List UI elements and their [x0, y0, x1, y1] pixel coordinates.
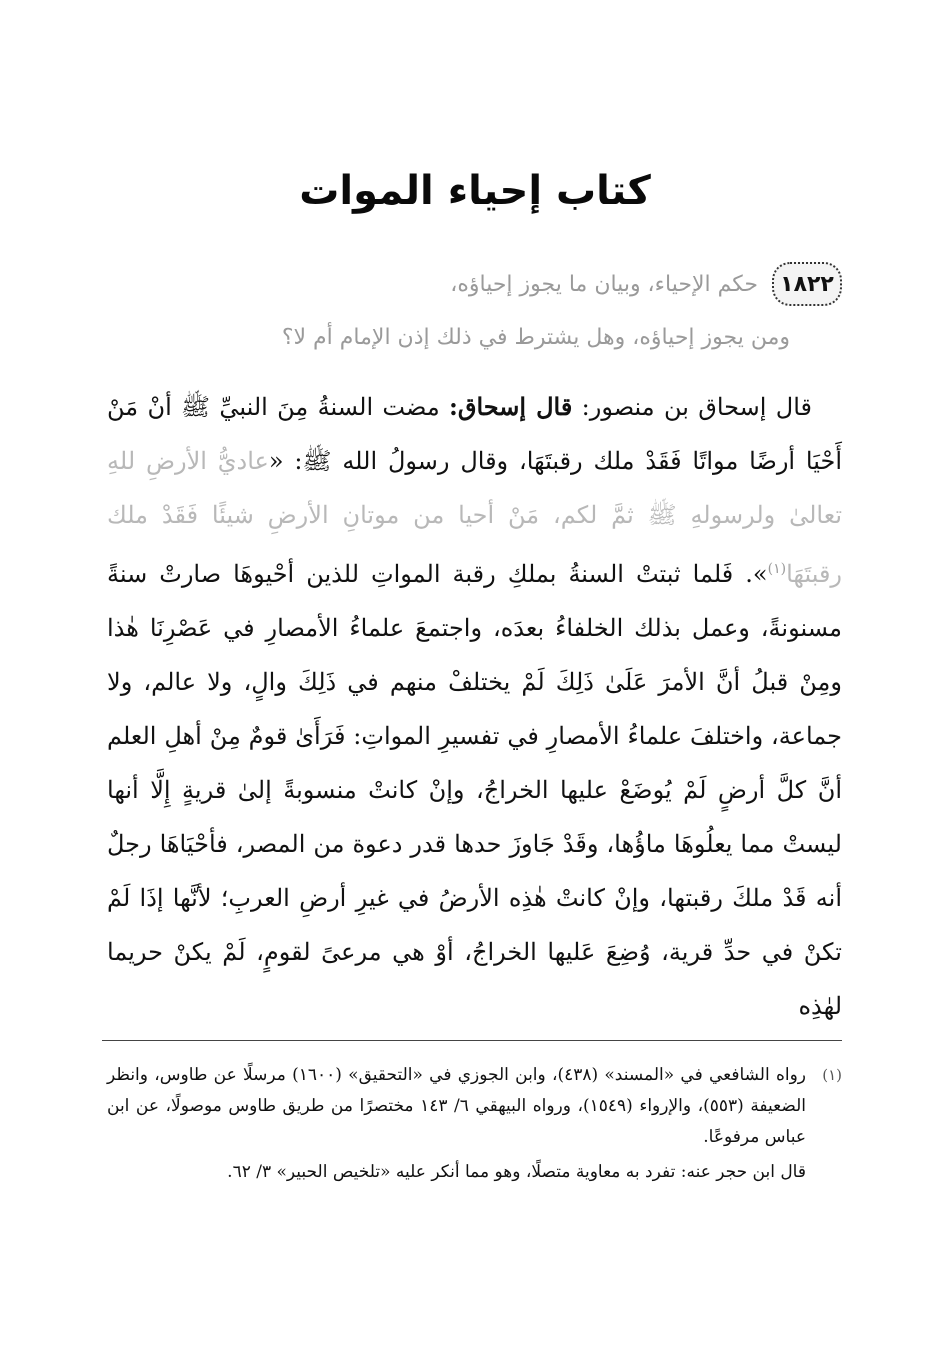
footnote-continuation: قال ابن حجر عنه: تفرد به معاوية متصلًا، وهو مما أنكر عليه «تلخيص الحبير» ٣/ ٦٢. [227, 1162, 806, 1182]
footnote-separator [102, 1040, 842, 1041]
footnote [107, 1060, 842, 1153]
chapter-title-line-1: حكم الإحياء، وبيان ما يجوز إحياؤه، [450, 271, 758, 297]
chapter-heading [102, 262, 842, 306]
footnote-text: رواه الشافعي في «المسند» (٤٣٨)، وابن الجوزي في «التحقيق» (١٦٠٠) مرسلًا عن طاوس، وانظر الضعيفة (٥٥٣)، والإرواء (١٥٤٩)، ورواه البيهقي ٦/ ١٤٣ مختصرًا من طريق طاوس موصولًا، عن ابن عباس مرفوعًا. [107, 1065, 807, 1147]
text-segment: ». فَلما ثبتتْ السنةُ بملكِ رقبة المواتِ للذين أحْيوهَا صارتْ سنةً مسنونةً، وعمل بذلك الخلفاءُ بعدَه، واجتمعَ علماءُ الأمصارِ في عَصْرِنَا هٰذا ومِنْ قبلُ أنَّ الأمرَ عَلَىٰ ذَلِكَ لَمْ يختلفْ منهم في ذَلِكَ والٍ، ولا عالم، ولا جماعة، واختلفَ علماءُ الأمصارِ في تفسيرِ المواتِ: فَرَأَىٰ قومٌ مِنْ أهلِ العلم أنَّ كلَّ أرضٍ لَمْ يُوضَعْ عليها الخراجُ، وإنْ كانتْ منسوبةً إلىٰ قريةٍ إِلَّا أنها ليستْ مما يعلُوهَا ماؤُها، وقَدْ جَاوزَ حدها قدر دعوة من المصر، فأحْيَاهَا رجلٌ أنه قَدْ ملكَ رقبتها، وإنْ كانتْ هٰذِه الأرضُ في غيرِ أرضِ العربِ؛ لأنَّها إذَا لَمْ تكنْ في حدِّ قرية، وُضِعَ عَليها الخراجُ، أوْ هي مرعىً لقومٍ، لَمْ يكنْ حريما لهٰذِه [107, 560, 842, 1020]
chapter-number-badge: ١٨٢٢ [772, 262, 842, 306]
footnote-number: (١) [822, 1066, 842, 1084]
footnote-reference[interactable]: (١) [767, 561, 787, 577]
main-text [107, 380, 842, 1033]
narrator-intro: قال إسحاق بن منصور: [581, 393, 812, 421]
paragraph [107, 380, 842, 1033]
hadith-quote: عاديُّ الأرضِ للهِ تعالىٰ ولرسولهِ ﷺ ثمَّ لكم، مَنْ أحيا من موتانِ الأرضِ شيئًا فَقَدْ ملك رقبتَهَا [107, 447, 842, 588]
book-title: كتاب إحياء الموات [299, 168, 651, 214]
footnotes [107, 1060, 842, 1188]
chapter-title-line-2: ومن يجوز إحياؤه، وهل يشترط في ذلك إذن الإمام أم لا؟ [281, 325, 790, 350]
text-segment: مضت السنةُ مِنَ النبيِّ ﷺ أنْ مَنْ أَحْيَا أرضًا مواتًا فَقَدْ ملك رقبتَهَا، وقال رسولُ الله ﷺ: « [107, 393, 842, 475]
speaker-label: قال إسحاق: [449, 392, 573, 421]
